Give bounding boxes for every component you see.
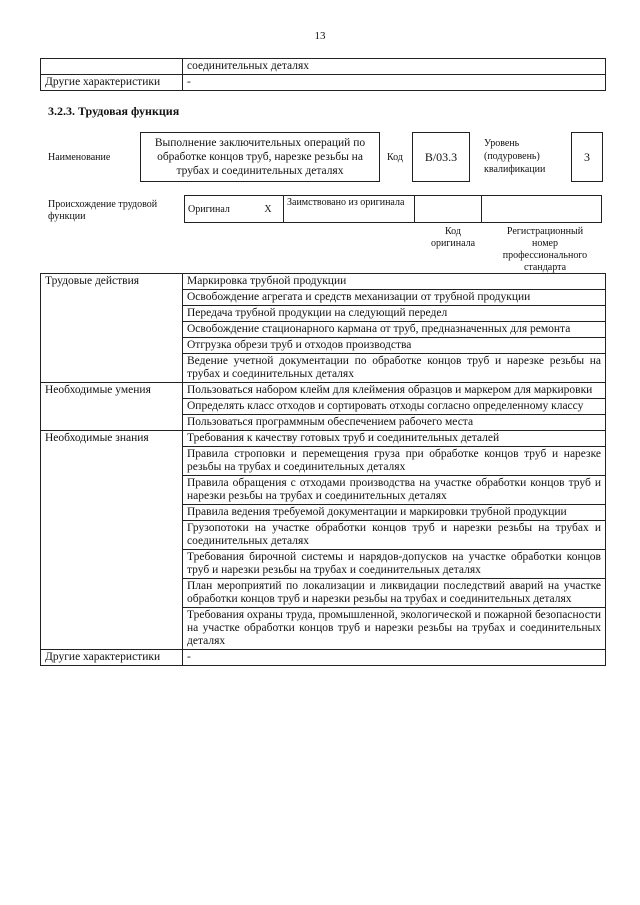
page-number: 13 <box>314 30 326 42</box>
skill-item: Определять класс отходов и сортировать отходы согласно определенному классу <box>183 399 606 415</box>
origin-reg-caption <box>488 226 602 274</box>
labor-actions-label: Трудовые действия <box>41 274 183 383</box>
labor-action-item: Отгрузка обрези труб и отходов производства <box>183 338 606 354</box>
level-label-line: Уровень <box>484 138 520 149</box>
knowledge-item: Правила обращения с отходами производства на участке обработки концов труб и нарезки резьбы на трубах и соединительных деталях <box>183 476 606 505</box>
table-cell: - <box>183 75 606 91</box>
origin-code-cell <box>415 196 482 223</box>
table-row <box>41 75 606 91</box>
knowledge-item: Требования бирочной системы и нарядов-допусков на участке обработки концов труб и нарезки резьбы на трубах и соединительных деталях <box>183 550 606 579</box>
origin-code-caption <box>420 226 486 250</box>
level-value-box: 3 <box>571 132 603 182</box>
knowledge-item: План мероприятий по локализации и ликвидации последствий аварий на участке обработки концов труб и нарезки резьбы на трубах и соединительных деталях <box>183 579 606 608</box>
code-value-box: В/03.3 <box>412 132 470 182</box>
origin-label: Происхождение трудовой функции <box>48 199 158 222</box>
labor-action-item: Освобождение агрегата и средств механизации от трубной продукции <box>183 290 606 306</box>
table-cell-empty <box>41 59 183 75</box>
caption-line: профессионального <box>502 250 588 261</box>
table-row <box>41 59 606 75</box>
knowledge-item: Требования к качеству готовых труб и соединительных деталей <box>183 431 606 447</box>
continuation-table <box>40 58 606 91</box>
table-row <box>41 650 606 666</box>
origin-table <box>184 195 602 223</box>
table-cell-label: Другие характеристики <box>41 75 183 91</box>
function-name-box: Выполнение заключительных операций по обработке концов труб, нарезке резьбы на трубах и соединительных деталях <box>140 132 380 182</box>
labor-action-item: Маркировка трубной продукции <box>183 274 606 290</box>
origin-original-mark: X <box>253 196 284 223</box>
level-label <box>484 137 545 176</box>
skill-item: Пользоваться набором клейм для клеймения образцов и маркером для маркировки <box>183 383 606 399</box>
other-characteristics-label: Другие характеристики <box>41 650 183 666</box>
caption-line: оригинала <box>430 238 476 249</box>
caption-line: номер <box>532 238 558 249</box>
function-details-table <box>40 273 606 666</box>
other-characteristics-value: - <box>183 650 606 666</box>
labor-action-item: Ведение учетной документации по обработке концов труб и нарезке резьбы на трубах и соединительных деталях <box>183 354 606 383</box>
table-row <box>41 431 606 447</box>
code-label: Код <box>387 152 403 163</box>
section-title: 3.2.3. Трудовая функция <box>48 104 180 118</box>
origin-borrowed-label: Заимствовано из оригинала <box>284 196 415 223</box>
skill-item: Пользоваться программным обеспечением рабочего места <box>183 415 606 431</box>
knowledge-label: Необходимые знания <box>41 431 183 650</box>
caption-line: стандарта <box>523 262 567 273</box>
level-label-line: квалификации <box>484 164 546 175</box>
origin-reg-cell <box>482 196 602 223</box>
table-cell: соединительных деталях <box>183 59 606 75</box>
caption-line: Код <box>445 226 461 237</box>
labor-action-item: Передача трубной продукции на следующий передел <box>183 306 606 322</box>
knowledge-item: Требования охраны труда, промышленной, экологической и пожарной безопасности на участке обработки концов труб и нарезки резьбы на трубах и соединительных деталях <box>183 608 606 650</box>
table-row <box>41 274 606 290</box>
knowledge-item: Правила строповки и перемещения груза при обработке концов труб и нарезке резьбы на трубах и соединительных деталях <box>183 447 606 476</box>
table-row <box>41 383 606 399</box>
origin-original-label: Оригинал <box>185 196 254 223</box>
knowledge-item: Правила ведения требуемой документации и маркировки трубной продукции <box>183 505 606 521</box>
name-label: Наименование <box>48 152 111 163</box>
caption-line: Регистрационный <box>506 226 584 237</box>
level-label-line: (подуровень) <box>484 151 540 162</box>
knowledge-item: Грузопотоки на участке обработки концов труб и нарезки резьбы на трубах и соединительных деталях <box>183 521 606 550</box>
table-row <box>185 196 602 223</box>
skills-label: Необходимые умения <box>41 383 183 431</box>
labor-action-item: Освобождение стационарного кармана от труб, предназначенных для ремонта <box>183 322 606 338</box>
